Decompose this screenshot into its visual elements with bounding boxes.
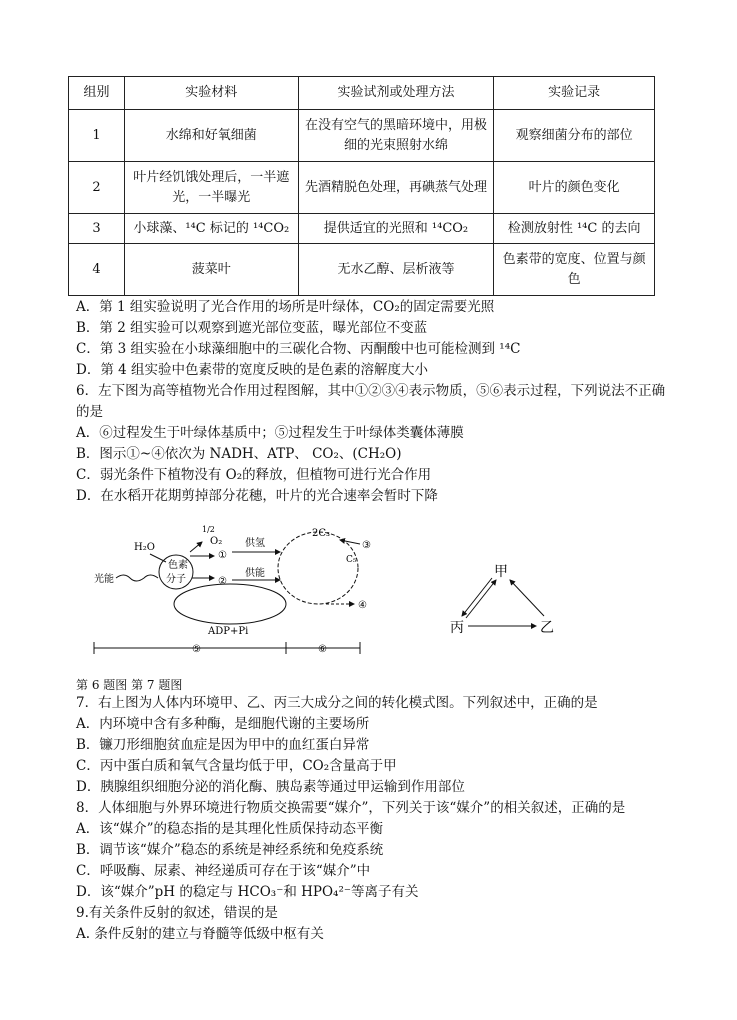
option-c: C．弱光条件下植物没有 O₂的释放，但植物可进行光合作用 [76,467,432,483]
table-cell: 检测放射性 ¹⁴C 的去向 [494,214,655,244]
option-a: A. 条件反射的建立与脊髓等低级中枢有关 [76,926,324,942]
question-8 [76,798,666,903]
option-b: B．图示①~④依次为 NADH、ATP、 CO₂、(CH₂O) [76,446,402,462]
option-c: C．第 3 组实验在小球藻细胞中的三碳化合物、丙酮酸中也可能检测到 ¹⁴C [76,341,521,357]
node-yi: 乙 [540,620,554,635]
question-9 [76,903,666,945]
table-cell: 在没有空气的黑暗环境中，用极细的光束照射水绵 [298,110,494,162]
node-jia: 甲 [494,564,508,580]
pigment-label-2: 分子 [166,574,186,585]
option-b: B．镰刀形细胞贫血症是因为甲中的血红蛋白异常 [76,737,370,753]
option-d: D．胰腺组织细胞分泌的消化酶、胰岛素等通过甲运输到作用部位 [76,779,465,795]
table-cell: 提供适宜的光照和 ¹⁴CO₂ [298,214,494,244]
option-a: A．第 1 组实验说明了光合作用的场所是叶绿体，CO₂的固定需要光照 [76,299,495,315]
process-5: ⑤ [192,644,201,655]
option-c: C．呼吸酶、尿素、神经递质可存在于该“媒介”中 [76,863,371,879]
question-stem: 8．人体细胞与外界环境进行物质交换需要“媒介”，下列关于该“媒介”的相关叙述，正确的是 [76,800,626,816]
option-a: A．该“媒介”的稳态指的是其理化性质保持动态平衡 [76,821,384,837]
o2-label: O₂ [210,536,223,547]
table-cell: 叶片经饥饿处理后，一半遮光，一半曝光 [124,162,298,214]
arrow-yi-jia [510,580,544,616]
table-cell: 无水乙醇、层析液等 [298,244,494,296]
header-method: 实验试剂或处理方法 [298,77,494,110]
table-cell: 菠菜叶 [124,244,298,296]
option-d: D．在水稻开花期剪掉部分花穗，叶片的光合速率会暂时下降 [76,488,438,504]
question-stem: 6．左下图为高等植物光合作用过程图解，其中①②③④表示物质，⑤⑥表示过程，下列说法不正确的是 [76,383,666,420]
arrow-bing-jia [466,580,496,618]
table-cell: 水绵和好氧细菌 [124,110,298,162]
option-a: A．内环境中含有多种酶，是细胞代谢的主要场所 [76,716,370,732]
header-record: 实验记录 [494,77,655,110]
experiment-table [68,76,655,296]
option-c: C．丙中蛋白质和氧气含量均低于甲，CO₂含量高于甲 [76,758,397,774]
table-header-row [69,77,655,110]
substance-2: ② [218,576,227,587]
light-label: 光能 [94,574,114,585]
question-stem: 9.有关条件反射的叙述，错误的是 [76,905,278,921]
table-row [69,244,655,296]
c5-label: C₅ [346,555,357,565]
figure-caption: 第 6 题图 第 7 题图 [76,678,183,692]
question-6 [76,381,666,507]
photosynthesis-diagram [90,522,380,662]
substance-4: ④ [358,600,367,611]
h2o-label: H₂O [134,542,155,553]
table-row [69,214,655,244]
table-cell: 色素带的宽度、位置与颜色 [494,244,655,296]
process-6: ⑥ [318,644,327,655]
table-cell: 1 [69,110,125,162]
table-cell: 叶片的颜色变化 [494,162,655,214]
table-row [69,110,655,162]
option-d: D．该“媒介”pH 的稳定与 HCO₃⁻和 HPO₄²⁻等离子有关 [76,884,419,900]
node-bing: 丙 [450,620,464,635]
table-cell: 观察细菌分布的部位 [494,110,655,162]
table-cell: 先酒精脱色处理，再碘蒸气处理 [298,162,494,214]
header-material: 实验材料 [124,77,298,110]
adp-label: ADP+Pi [208,626,249,637]
table-row [69,162,655,214]
substance-1: ① [218,550,227,561]
header-group: 组别 [69,77,125,110]
option-b: B．调节该“媒介”稳态的系统是神经系统和免疫系统 [76,842,384,858]
substance-3: ③ [362,540,371,551]
table-cell: 2 [69,162,125,214]
adp-cycle [174,584,286,624]
internal-environment-diagram [440,560,570,635]
option-b: B．第 2 组实验可以观察到遮光部位变蓝，曝光部位不变蓝 [76,320,428,336]
q5-options [76,297,666,381]
question-stem: 7．右上图为人体内环境甲、乙、丙三大成分之间的转化模式图。下列叙述中，正确的是 [76,695,598,711]
co2-arrow [340,540,360,544]
table-cell: 小球藻、¹⁴C 标记的 ¹⁴CO₂ [124,214,298,244]
option-a: A．⑥过程发生于叶绿体基质中；⑤过程发生于叶绿体类囊体薄膜 [76,425,464,441]
pigment-label-1: 色素 [168,560,188,571]
c3-label: 2C₃ [312,528,331,539]
option-d: D．第 4 组实验中色素带的宽度反映的是色素的溶解度大小 [76,362,428,378]
energy-label: 供能 [245,568,265,579]
hydrogen-label: 供氢 [245,538,265,549]
light-wave [116,575,158,581]
table-cell: 4 [69,244,125,296]
arrow-jia-bing [462,578,492,616]
o2-arrow [190,542,202,552]
table-cell: 3 [69,214,125,244]
half-label: 1/2 [202,525,215,534]
calvin-cycle [278,532,358,604]
question-7 [76,693,666,798]
